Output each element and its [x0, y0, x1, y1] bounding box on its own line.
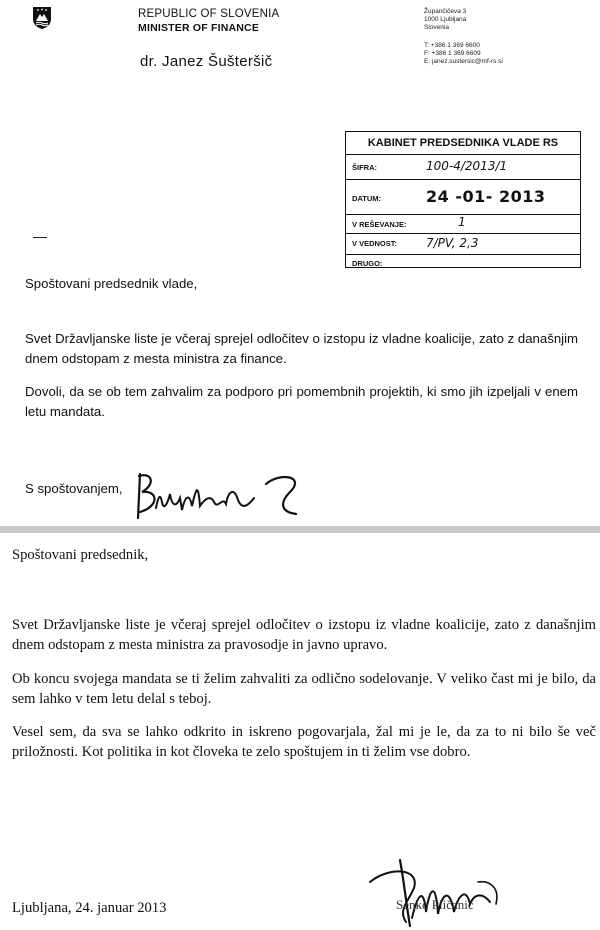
stamp-label: V REŠEVANJE:: [352, 220, 407, 229]
stamp-title: KABINET PREDSEDNIKA VLADE RS: [346, 132, 580, 155]
stamp-label: V VEDNOST:: [352, 239, 398, 248]
divider-dash: [33, 237, 47, 238]
address-city: 1000 Ljubljana: [424, 16, 467, 23]
address-fax: F: +386 1 369 6609: [424, 50, 481, 57]
letter2-greeting: Spoštovani predsednik,: [12, 547, 149, 563]
letter1-greeting: Spoštovani predsednik vlade,: [25, 276, 198, 291]
letter2-signatory-name: Senko Pličanič: [396, 897, 474, 912]
minister-name: dr. Janez Šušteršič: [140, 53, 273, 70]
slovenia-coat-of-arms-icon: [32, 6, 52, 30]
stamp-row-datum: [346, 180, 580, 215]
letter2-paragraph: Ob koncu svojega mandata se ti želim zahvaliti za odlično sodelovanje. V veliko čast mi je bilo, da sem lahko v tem letu delal s teboj.: [12, 671, 596, 707]
stamp-label: DRUGO:: [352, 259, 383, 268]
stamp-row-vednost: [346, 234, 580, 255]
stamp-label: ŠIFRA:: [352, 163, 377, 172]
stamp-value: 1: [458, 215, 466, 229]
address-street: Župančičeva 3: [424, 8, 467, 15]
organization-name: REPUBLIC OF SLOVENIA: [138, 8, 280, 20]
address-phone: T: +386 1 369 6600: [424, 42, 480, 49]
registry-stamp: [345, 131, 581, 268]
letter2-signature: [350, 852, 530, 930]
stamp-row-sifra: [346, 155, 580, 180]
letter2-paragraph: Vesel sem, da sva se lahko odkrito in iskreno pogovarjala, žal mi je le, da za to ni bilo še več priložnosti. Kot politika in kot človeka te zelo spoštujem in ti želim vse dobro.: [12, 724, 596, 760]
letter2-place-date: Ljubljana, 24. januar 2013: [12, 900, 167, 916]
stamp-date-value: 24 -01- 2013: [426, 187, 546, 206]
address-country: Slovenia: [424, 24, 449, 31]
stamp-value: 7/PV, 2,3: [426, 236, 479, 250]
stamp-label: DATUM:: [352, 194, 382, 203]
page-separator: [0, 526, 600, 533]
letter2-paragraph: Svet Državljanske liste je včeraj sprejel odločitev o izstopu iz vladne koalicije, zato z današnjim dnem odstopam z mesta ministra za pravosodje in javno upravo.: [12, 617, 596, 653]
letter1-paragraph: Svet Državljanske liste je včeraj sprejel odločitev o izstopu iz vladne koalicije, zato z današnjim dnem odstopam z mesta ministra za finance.: [25, 331, 578, 366]
letter1-paragraph: Dovoli, da se ob tem zahvalim za podporo pri pomembnih projektih, ki smo jih izpeljali v enem letu mandata.: [25, 384, 578, 419]
stamp-value: 100-4/2013/1: [426, 159, 508, 173]
letter1-closing: S spoštovanjem,: [25, 481, 123, 496]
letter1-signature: [130, 462, 310, 524]
address-email: E: janez.sustersic@mf-rs.si: [424, 58, 503, 65]
stamp-row-resevanje: [346, 215, 580, 234]
stamp-row-drugo: [346, 255, 580, 271]
organization-subtitle: MINISTER OF FINANCE: [138, 22, 260, 34]
